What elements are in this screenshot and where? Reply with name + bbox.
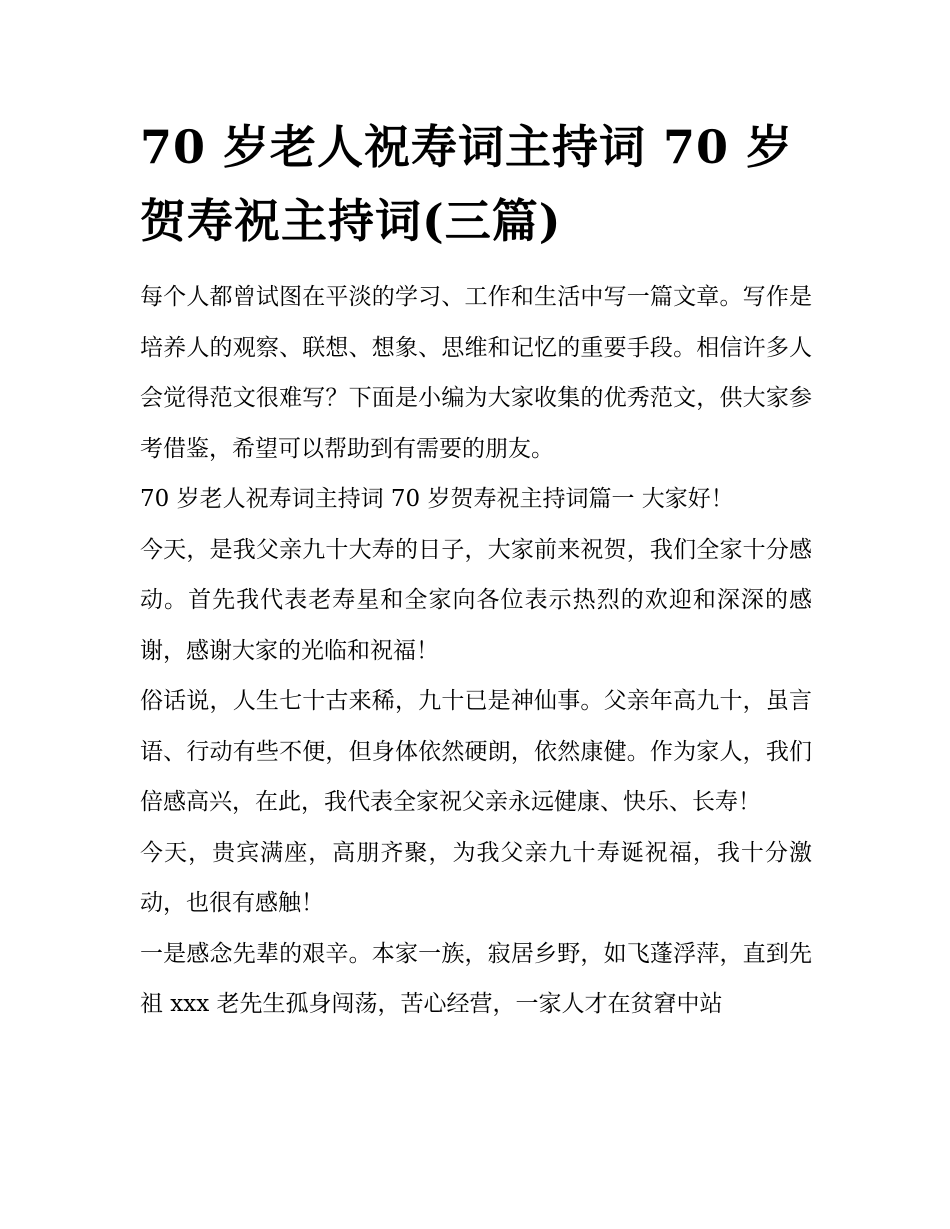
- document-body: [140, 272, 812, 1030]
- paragraph-ancestors: 一是感念先辈的艰辛。本家一族，寂居乡野，如飞蓬浮萍，直到先祖 xxx 老先生孤身闯荡，苦心经营，一家人才在贫窘中站: [140, 940, 812, 1017]
- page-title: 70 岁老人祝寿词主持词 70 岁贺寿祝主持词(三篇): [140, 120, 794, 248]
- document-content: [140, 110, 812, 1030]
- paragraph-proverb: 俗话说，人生七十古来稀，九十已是神仙事。父亲年高九十，虽言语、行动有些不便，但身体依然硬朗，依然康健。作为家人，我们倍感高兴，在此，我代表全家祝父亲永远健康、快乐、长寿！: [140, 688, 812, 815]
- paragraph-greeting: 今天，是我父亲九十大寿的日子，大家前来祝贺，我们全家十分感动。首先我代表老寿星和全家向各位表示热烈的欢迎和深深的感谢，感谢大家的光临和祝福！: [140, 536, 812, 664]
- paragraph-section-heading: 70 岁老人祝寿词主持词 70 岁贺寿祝主持词篇一 大家好！: [140, 486, 734, 512]
- paragraph-guests: 今天，贵宾满座，高朋齐聚，为我父亲九十寿诞祝福，我十分激动，也很有感触！: [140, 839, 812, 916]
- paragraph-intro: 每个人都曾试图在平淡的学习、工作和生活中写一篇文章。写作是培养人的观察、联想、想象、思维和记忆的重要手段。相信许多人会觉得范文很难写？下面是小编为大家收集的优秀范文，供大家参考借鉴，希望可以帮助到有需要的朋友。: [140, 284, 812, 462]
